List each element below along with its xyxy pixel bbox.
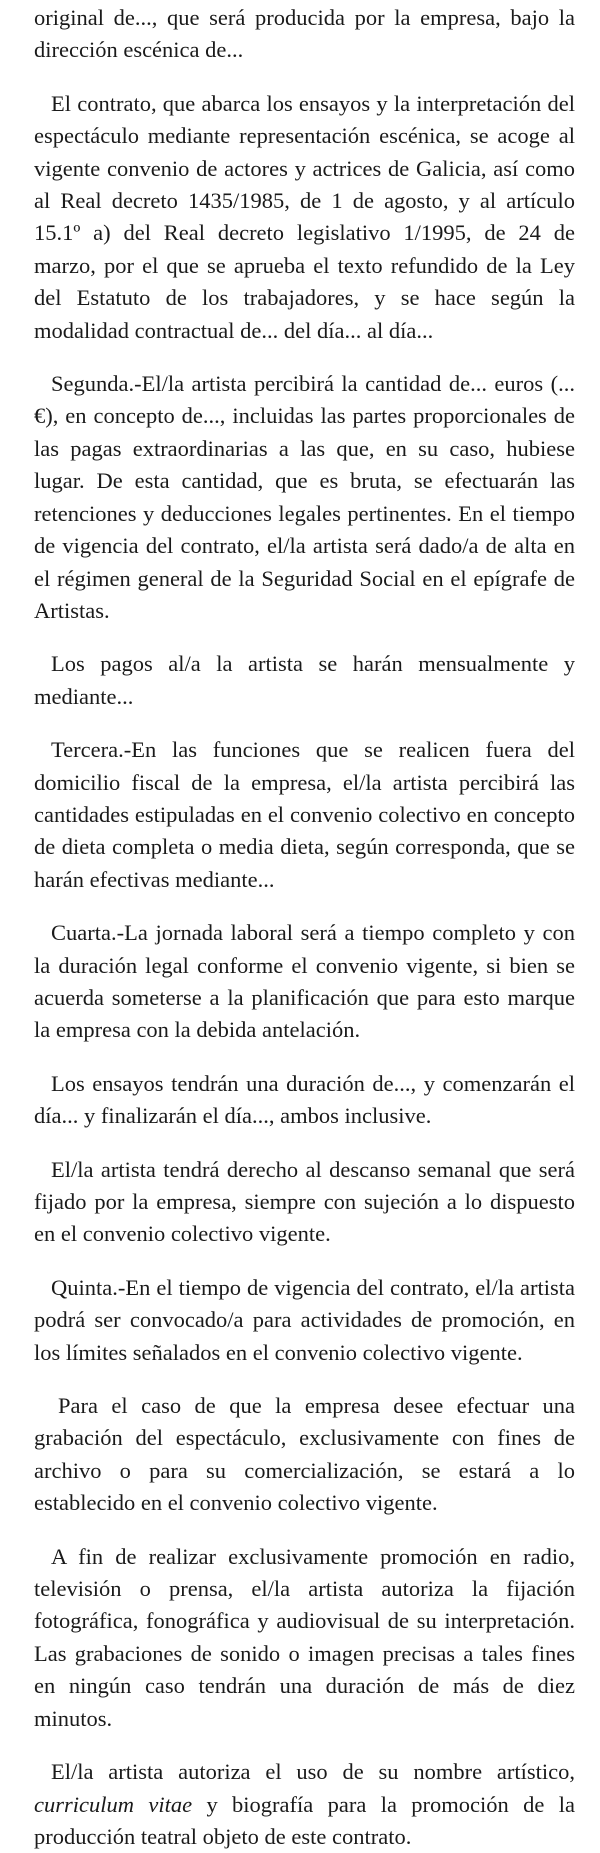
paragraph-11-after: y biografía para la promoción de la producción teatral objeto de este contrato. <box>34 1791 575 1849</box>
paragraph-4-clause-tercera: Tercera.-En las funciones que se realicen fuera del domicilio fiscal de la empresa, el/la artista percibirá las cantidades estipuladas en el convenio colectivo en concepto de dieta completa o media dieta, según corresponda, que se harán efectivas mediante... <box>34 737 575 892</box>
paragraph-5-clause-cuarta: Cuarta.-La jornada laboral será a tiempo completo y con la duración legal conforme el convenio vigente, si bien se acuerda someterse a la planificación que para esto marque la empresa con la debida antelación. <box>34 920 575 1043</box>
paragraph-3: Los pagos al/a la artista se harán mensualmente y mediante... <box>34 651 575 709</box>
paragraph-10: A fin de realizar exclusivamente promoción en radio, televisión o prensa, el/la artista autoriza la fijación fotográfica, fonográfica y audiovisual de su interpretación. Las grabaciones de sonido o imagen precisas a tales fines en ningún caso tendrán una duración de más de diez minutos. <box>34 1543 575 1731</box>
paragraph-2-clause-segunda: Segunda.-El/la artista percibirá la cantidad de... euros (...€), en concepto de..., incluidas las partes proporcionales de las pagas extraordinarias a las que, en su caso, hubiese lugar. De esta cantidad, que es bruta, se efectuarán las retenciones y deducciones legales pertinentes. En el tiempo de vigencia del contrato, el/la artista será dado/a de alta en el régimen general de la Seguridad Social en el epígrafe de Artistas. <box>34 371 575 623</box>
paragraph-0: original de..., que será producida por la empresa, bajo la dirección escénica de... <box>34 5 575 63</box>
paragraph-11 <box>34 1756 575 1853</box>
paragraph-9: Para el caso de que la empresa desee efectuar una grabación del espectáculo, exclusivamente con fines de archivo o para su comercialización, se estará a lo establecido en el convenio colectivo vigente. <box>34 1393 575 1516</box>
paragraph-11-before: El/la artista autoriza el uso de su nombre artístico, <box>51 1759 575 1785</box>
paragraph-7: El/la artista tendrá derecho al descanso semanal que será fijado por la empresa, siempre con sujeción a lo dispuesto en el convenio colectivo vigente. <box>34 1156 575 1247</box>
paragraph-1: El contrato, que abarca los ensayos y la interpretación del espectáculo mediante representación escénica, se acoge al vigente convenio de actores y actrices de Galicia, así como al Real decreto 1435/1985, de 1 de agosto, y al artículo 15.1º a) del Real decreto legislativo 1/1995, de 24 de marzo, por el que se aprueba el texto refundido de la Ley del Estatuto de los trabajadores, y se hace según la modalidad contractual de... del día... al día... <box>34 90 575 343</box>
paragraph-6: Los ensayos tendrán una duración de..., y comenzarán el día... y finalizarán el día..., ambos inclusive. <box>34 1070 575 1129</box>
curriculum-vitae-term: curriculum vitae <box>34 1791 193 1817</box>
paragraph-8-clause-quinta: Quinta.-En el tiempo de vigencia del contrato, el/la artista podrá ser convocado/a para actividades de promoción, en los límites señalados en el convenio colectivo vigente. <box>34 1274 575 1365</box>
